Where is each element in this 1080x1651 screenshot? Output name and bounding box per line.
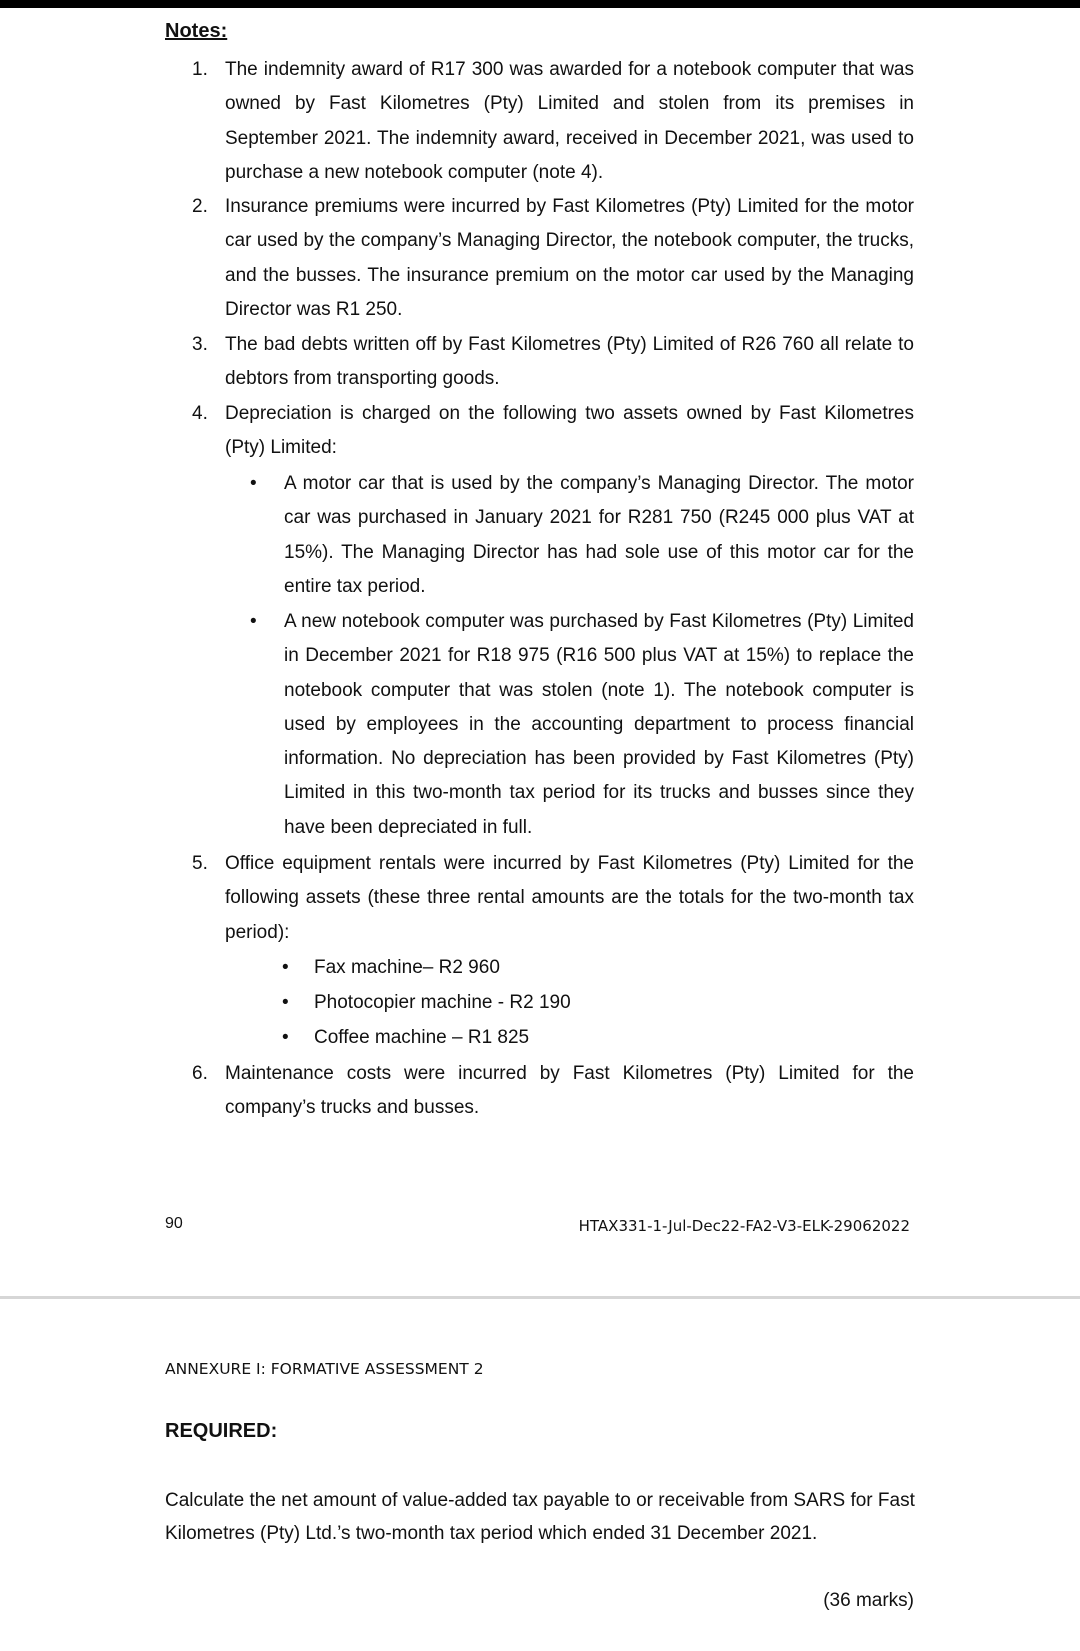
- required-text: Calculate the net amount of value-added tax payable to or receivable from SARS for Fast Kilometres (Pty) Ltd.’s two-month tax period which ended 31 December 2021.: [165, 1490, 915, 1544]
- note-bullet: [282, 986, 882, 1020]
- required-heading: REQUIRED:: [165, 1420, 278, 1442]
- bullet-text: Fax machine– R2 960: [314, 957, 500, 978]
- bullet-text: A motor car that is used by the company’s Managing Director. The motor car was purchased in January 2021 for R281 750 (R245 000 plus VAT at 15%). The Managing Director has had sole use of this motor car for the entire tax period.: [284, 473, 914, 597]
- note-text: Depreciation is charged on the following two assets owned by Fast Kilometres (Pty) Limited:: [225, 403, 914, 459]
- note-number: 3.: [192, 334, 208, 355]
- top-border: [0, 0, 1080, 8]
- bullet-icon: •: [282, 957, 289, 978]
- note-number: 5.: [192, 853, 208, 874]
- note-text: Insurance premiums were incurred by Fast Kilometres (Pty) Limited for the motor car used by the company’s Managing Director, the notebook computer, the trucks, and the busses. The insurance premium on the motor car used by the Managing Director was R1 250.: [225, 196, 914, 320]
- bullet-text: Photocopier machine - R2 190: [314, 992, 571, 1013]
- note-item: [192, 190, 914, 327]
- note-text: The indemnity award of R17 300 was awarded for a notebook computer that was owned by Fast Kilometres (Pty) Limited and stolen from its premises in September 2021. The indemnity award, received in December 2021, was used to purchase a new notebook computer (note 4).: [225, 59, 914, 183]
- note-bullet: [282, 1021, 882, 1055]
- marks-label: (36 marks): [823, 1590, 914, 1611]
- note-bullet: [282, 951, 882, 985]
- note-number: 6.: [192, 1063, 208, 1084]
- note-number: 2.: [192, 196, 208, 217]
- bullet-icon: •: [250, 473, 257, 494]
- page-number: 90: [165, 1215, 183, 1232]
- document-code: HTAX331-1-Jul-Dec22-FA2-V3-ELK-29062022: [578, 1217, 910, 1235]
- document-page: [0, 8, 1080, 1298]
- bullet-text: A new notebook computer was purchased by Fast Kilometres (Pty) Limited in December 2021 for R18 975 (R16 500 plus VAT at 15%) to replace the notebook computer that was stolen (note 1). The notebook computer is used by employees in the accounting department to process financial information. No depreciation has been provided by Fast Kilometres (Pty) Limited in this two-month tax period for its trucks and busses since they have been depreciated in full.: [284, 611, 914, 838]
- note-text: The bad debts written off by Fast Kilometres (Pty) Limited of R26 760 all relate to debtors from transporting goods.: [225, 334, 914, 390]
- bullet-icon: •: [250, 611, 257, 632]
- notes-heading: Notes:: [165, 20, 228, 42]
- note-bullet: [250, 605, 914, 845]
- note-item: [192, 328, 914, 397]
- note-item: [192, 1057, 914, 1126]
- note-number: 4.: [192, 403, 208, 424]
- note-text: Maintenance costs were incurred by Fast Kilometres (Pty) Limited for the company’s trucks and busses.: [225, 1063, 914, 1119]
- note-text: Office equipment rentals were incurred by Fast Kilometres (Pty) Limited for the following assets (these three rental amounts are the totals for the two-month tax period):: [225, 853, 914, 943]
- note-item: [192, 847, 914, 950]
- page-divider: [0, 1296, 1080, 1299]
- note-item: [192, 397, 914, 466]
- note-item: [192, 53, 914, 190]
- note-bullet: [250, 467, 914, 604]
- bullet-icon: •: [282, 992, 289, 1013]
- annexure-title: ANNEXURE I: FORMATIVE ASSESSMENT 2: [165, 1360, 484, 1378]
- bullet-icon: •: [282, 1027, 289, 1048]
- bullet-text: Coffee machine – R1 825: [314, 1027, 530, 1048]
- note-number: 1.: [192, 59, 208, 80]
